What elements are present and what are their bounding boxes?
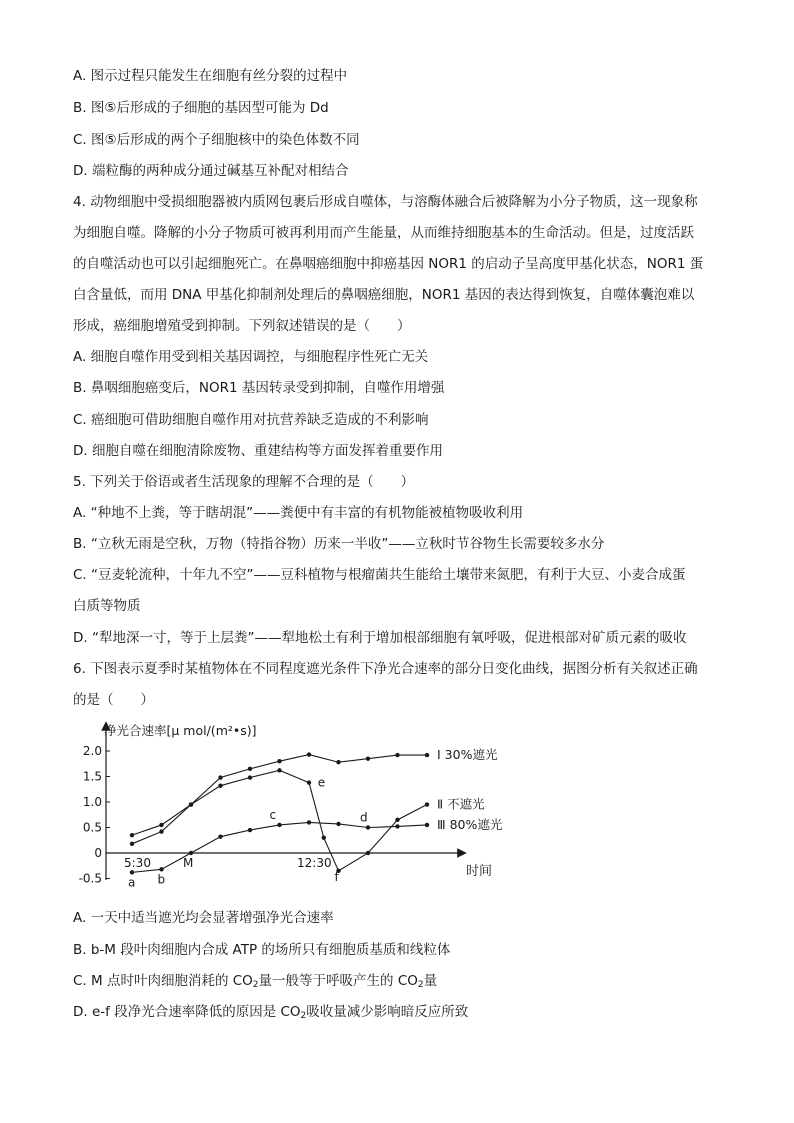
data-point [425, 823, 429, 827]
point-label-a: a [128, 875, 136, 890]
y-tick-label: 2.0 [82, 744, 102, 758]
q6-option-c-part2: 量一般等于呼吸产生的 CO [258, 973, 418, 989]
data-point [425, 753, 429, 757]
q6-option-c-part1: C. M 点时叶肉细胞消耗的 CO [73, 973, 253, 989]
q6-option-d [73, 1002, 468, 1026]
point-label-e: e [317, 775, 326, 790]
point-label-M: M [183, 856, 194, 870]
y-tick-label: 0.5 [82, 820, 102, 835]
y-tick-label: 1.5 [82, 769, 102, 784]
q6-option-a: A. 一天中适当遮光均会显著增强净光合速率 [73, 910, 334, 926]
point-label-b: b [157, 872, 166, 887]
series-line-2 [132, 770, 427, 870]
data-point [366, 756, 370, 760]
data-point [159, 823, 163, 827]
data-point [248, 828, 252, 832]
q4-option-a: A. 细胞自噬作用受到相关基因调控，与细胞程序性死亡无关 [73, 349, 429, 365]
data-point [307, 820, 311, 824]
data-point [307, 780, 311, 784]
data-point [307, 752, 311, 756]
point-label-f: f [334, 869, 339, 884]
subscript-2: 2 [252, 980, 259, 990]
q3-option-b: B. 图⑤后形成的子细胞的基因型可能为 Dd [73, 100, 329, 116]
data-point [130, 833, 134, 837]
series-label-2: Ⅱ 不遮光 [437, 796, 485, 812]
chart-ylabel: 净光合速率[μ mol/(m²•s)] [104, 723, 257, 738]
q4-option-c: C. 癌细胞可借助细胞自噬作用对抗营养缺乏造成的不利影响 [73, 412, 429, 428]
subscript-2: 2 [417, 980, 424, 990]
data-point [336, 760, 340, 764]
q4-stem-line5: 形成，癌细胞增殖受到抑制。下列叙述错误的是（ ） [73, 318, 411, 334]
q5-option-c-line1: C. “豆麦轮流种，十年九不空”——豆科植物与根瘤菌共生能给土壤带来氮肥，有利于大豆、小麦合成蛋 [73, 567, 686, 583]
y-tick-label: -0.5 [78, 871, 102, 886]
q3-option-d: D. 端粒酶的两种成分通过碱基互补配对相结合 [73, 163, 349, 179]
q6-option-c [73, 971, 437, 995]
series-label-1: Ⅰ 30%遮光 [437, 747, 498, 763]
q4-stem-line4: 白含量低，而用 DNA 甲基化抑制剂处理后的鼻咽癌细胞，NOR1 基因的表达得到恢复，自噬体囊泡难以 [73, 287, 695, 303]
data-point [336, 822, 340, 826]
data-point [395, 824, 399, 828]
q6-stem-line2: 的是（ ） [73, 692, 154, 708]
q6-option-b: B. b-M 段叶肉细胞内合成 ATP 的场所只有细胞质基质和线粒体 [73, 942, 451, 958]
subscript-2: 2 [300, 1011, 307, 1021]
x-tick-label: 5:30 [124, 856, 151, 870]
series-line-3 [132, 822, 427, 872]
data-point [218, 775, 222, 779]
data-point [130, 870, 134, 874]
q4-stem-line2: 为细胞自噬。降解的小分子物质可被再利用而产生能量，从而维持细胞基本的生命活动。但是，过度活跃 [73, 225, 694, 241]
data-point [322, 836, 326, 840]
q5-option-a: A. “种地不上粪，等于瞎胡混”——粪便中有丰富的有机物能被植物吸收利用 [73, 505, 524, 521]
q4-option-b: B. 鼻咽细胞癌变后，NOR1 基因转录受到抑制，自噬作用增强 [73, 380, 445, 396]
data-point [366, 851, 370, 855]
chart-axes [79, 726, 462, 886]
q5-option-c-line2: 白质等物质 [73, 598, 141, 614]
data-point [189, 802, 193, 806]
data-point [218, 834, 222, 838]
data-point [189, 851, 193, 855]
q6-option-d-part1: D. e-f 段净光合速率降低的原因是 CO [73, 1004, 301, 1020]
data-point [395, 753, 399, 757]
data-point [277, 759, 281, 763]
data-point [130, 842, 134, 846]
data-point [159, 829, 163, 833]
y-tick-label: 1.0 [82, 795, 102, 809]
x-tick-label: 12:30 [297, 856, 332, 870]
q6-stem-line1: 6. 下图表示夏季时某植物体在不同程度遮光条件下净光合速率的部分日变化曲线，据图分析有关叙述正确 [73, 661, 698, 677]
series-label-3: Ⅲ 80%遮光 [437, 816, 503, 832]
net-photosynthesis-chart [78, 718, 530, 890]
data-point [425, 802, 429, 806]
q4-stem-line1: 4. 动物细胞中受损细胞器被内质网包裹后形成自噬体，与溶酶体融合后被降解为小分子物质，这一现象称 [73, 194, 698, 210]
point-label-c: c [269, 807, 277, 822]
data-point [277, 768, 281, 772]
q4-option-d: D. 细胞自噬在细胞清除废物、重建结构等方面发挥着重要作用 [73, 443, 443, 459]
y-tick-label: 0 [94, 846, 102, 860]
q6-option-d-part2: 吸收量减少影响暗反应所致 [306, 1004, 469, 1020]
chart-xlabel: 时间 [466, 864, 493, 879]
data-point [248, 775, 252, 779]
point-label-d: d [360, 810, 368, 825]
q4-stem-line3: 的自噬活动也可以引起细胞死亡。在鼻咽癌细胞中抑癌基因 NOR1 的启动子呈高度甲基化状态，NOR1 蛋 [73, 256, 704, 272]
data-point [248, 767, 252, 771]
q5-option-d: D. “犁地深一寸，等于上层粪”——犁地松土有利于增加根部细胞有氧呼吸，促进根部对矿质元素的吸收 [73, 630, 687, 646]
data-point [159, 867, 163, 871]
data-point [395, 818, 399, 822]
q3-option-c: C. 图⑤后形成的两个子细胞核中的染色体数不同 [73, 132, 360, 148]
q5-stem: 5. 下列关于俗语或者生活现象的理解不合理的是（ ） [73, 474, 415, 490]
q6-option-c-part3: 量 [423, 973, 438, 989]
data-point [218, 783, 222, 787]
data-point [277, 823, 281, 827]
q3-option-a: A. 图示过程只能发生在细胞有丝分裂的过程中 [73, 68, 348, 84]
q5-option-b: B. “立秋无雨是空秋，万物（特指谷物）历来一半收”——立秋时节谷物生长需要较多水分 [73, 536, 605, 552]
data-point [366, 825, 370, 829]
